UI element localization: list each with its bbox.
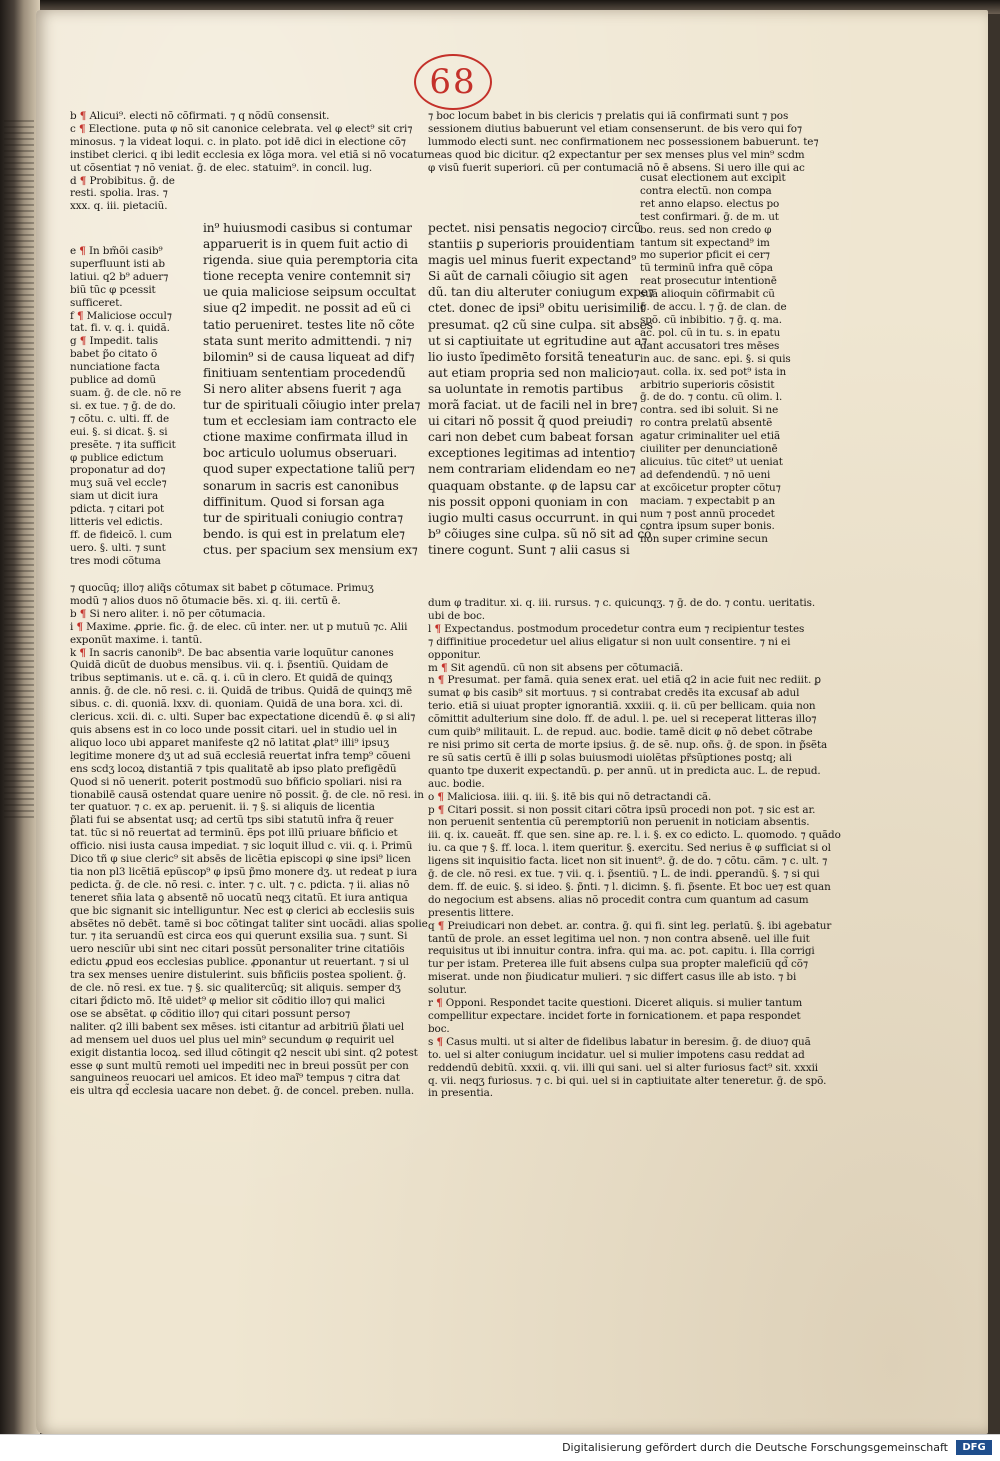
text-line: presumat. q2 cũ sine culpa. sit abses	[428, 317, 653, 332]
text-line: finitiuam sententiam procedendũ	[203, 365, 406, 380]
text-line: nunciatione facta	[70, 361, 160, 374]
text-line: iii. q. ix. caueãt. ff. que sen. sine ap. re. l. i. §. ex co edicto. L. quomodo. ⁊ quãdo	[428, 829, 841, 842]
text-line: ctet. donec de ipsi⁹ obitu uerisimilit	[428, 301, 645, 316]
text-line: pedicta. ḡ. de cle. nõ resi. c. inter. ⁊ c. ult. ⁊ c. pdicta. ⁊ ii. alias nõ	[70, 878, 410, 891]
text-line: latiui. q2 b⁹ aduer⁊	[70, 270, 169, 283]
text-line: re nisi primo sit certa de morte ipsius. ḡ. de sẽ. nup. oñs. ḡ. de spon. in p̃sẽta	[428, 738, 828, 751]
text-line: mo superior pficit ei cer⁊	[640, 249, 770, 262]
pilcrow-mark: ¶	[440, 661, 448, 674]
text-line: magis uel minus fuerit expectand⁹	[428, 253, 637, 268]
text-line: terio. etiã si uiuat propter ignorantiã. xxxiii. q. ii. cũ per bellicam. quia non	[428, 700, 816, 713]
text-line: sibus. c. di. quoniã. lxxv. di. quoniam. Quidã de una bora. xci. di.	[70, 698, 403, 711]
gloss-lower-left	[70, 582, 428, 1098]
pilcrow-mark: ¶	[437, 674, 445, 687]
text-line: aut etiam propria sed non malicio⁊	[428, 365, 640, 380]
pilcrow-mark: ¶	[79, 335, 87, 348]
text-line: bendo. is qui est in prelatum ele⁊	[203, 526, 406, 541]
text-line: contra. sed ibi soluit. Si ne	[640, 404, 779, 417]
text-line: presẽte. ⁊ ita sufficit	[70, 438, 176, 451]
text-line: c ¶ Electione. puta φ nõ sit canonice celebrata. vel φ elect⁹ sit cri⁊	[70, 122, 413, 135]
text-line: cõmittit adulterium sine dolo. ff. de adul. l. pe. uel si receperat litteras illo⁊	[428, 713, 817, 726]
text-line: reddendũ debitũ. xxxii. q. vii. illi qui sani. uel si alter furiosus fact⁹ sit. xxxii	[428, 1061, 819, 1074]
text-line: non super crimine secun	[640, 533, 768, 546]
text-line: cari non debet cum babeat forsan	[428, 430, 634, 445]
text-line: que bic signanit sic intelliguntur. Nec est φ clerici ab ecclesiis suis	[70, 904, 415, 917]
text-line: pectet. nisi pensatis negocio⁊ circũ	[428, 221, 642, 235]
text-line: ⁊ cõtu. c. ulti. ff. de	[70, 412, 169, 425]
text-line: ḡ. de cle. nõ resi. ex tue. ⁊ vii. q. i. p̃sentiũ. ⁊ L. de indi. ꝑperandũ. §. ⁊ si qui	[428, 868, 820, 881]
text-line: tionabilē causã ostendat quare uenire nõ possit. ḡ. de cle. nõ resi. in	[70, 788, 424, 801]
text-line: ciuiliter per denunciationē	[640, 443, 778, 456]
text-line: diffinitum. Quod si forsan aga	[203, 494, 385, 509]
text-line: q ¶ Preiudicari non debet. ar. contra. ḡ. qui fi. sint leg. perlatũ. §. ibi agebatur	[428, 919, 832, 932]
text-line: maciam. ⁊ expectabit p an	[640, 494, 776, 507]
gloss-inner-margin	[70, 245, 198, 568]
text-line: tũ terminũ infra quē cõpa	[640, 262, 773, 275]
text-line: sonarum in sacris est canonibus	[203, 478, 399, 493]
text-line: o ¶ Maliciosa. iiii. q. iii. §. itē bis qui nõ detractandi cã.	[428, 790, 712, 803]
text-line: eui. §. si dicat. §. si	[70, 425, 168, 438]
text-line: ctione maxime confirmata illud in	[203, 430, 408, 445]
text-line: stata sunt merito admittendi. ⁊ ni⁊	[203, 333, 412, 348]
text-line: bo. reus. sed non credo φ	[640, 223, 772, 236]
text-line: dũ. tan diu alteruter coniugum expe⁊	[428, 285, 654, 300]
text-line: in⁹ huiusmodi casibus si contumar	[203, 221, 412, 235]
text-line: aut. colla. ix. sed pot⁹ ista in	[640, 365, 787, 378]
text-line: siam ut dicit iura	[70, 490, 159, 503]
text-line: ff. de fideicõ. l. cum	[70, 528, 172, 541]
text-line: boc articulo uolumus obseruari.	[203, 446, 398, 461]
text-line: sanguineos reuocari uel amicos. Et ideo maĩ⁹ tempus ⁊ citra dat	[70, 1072, 400, 1085]
text-line: tat. tũc si nõ reuertat ad terminũ. ẽps pot illũ priuare bñficio et	[70, 827, 398, 840]
text-line: sessionem diutius babuerunt vel etiam consenserunt. de bis vero qui fo⁊	[428, 122, 802, 135]
text-line: eis ultra qd̃ ecclesia uacare non debet. ḡ. de concel. preben. nulla.	[70, 1085, 415, 1098]
text-line: boc.	[428, 1022, 450, 1035]
text-line: si. ex tue. ⁊ ḡ. de do.	[70, 399, 176, 412]
text-line: in auc. de sanc. epi. §. si quis	[640, 352, 791, 365]
text-line: Quidã dicũt de duobus mensibus. vii. q. i. p̃sentiũ. Quidam de	[70, 659, 389, 672]
text-line: b⁹ cõiuges sine culpa. sũ nõ sit ad cõ	[428, 526, 652, 541]
text-line: pdicta. ⁊ citari pot	[70, 503, 165, 516]
text-line: contra electũ. non compa	[640, 184, 772, 197]
pilcrow-mark: ¶	[78, 122, 86, 135]
text-line: Si aũt de carnali cõiugio sit agen	[428, 269, 629, 284]
text-line: modũ ⁊ alios duos nõ õtumacie bẽs. xi. q. iii. certũ ē.	[70, 594, 341, 607]
text-line: i ¶ Maxime. ꝓprie. fic. ḡ. de elec. cũ inter. ner. ut p mutuũ ⁊c. Alii	[70, 620, 408, 633]
text-line: φ publice edictum	[70, 451, 164, 464]
text-line: iugio multi casus occurrunt. in qui	[428, 510, 638, 525]
text-line: ue quia maliciose seipsum occultat	[203, 285, 416, 300]
text-line: tantum sit expectand⁹ im	[640, 236, 770, 249]
text-line: stantiis ꝑ superioris prouidentiam	[428, 237, 635, 252]
text-line: neas quod bic dicitur. q2 expectantur per sex menses plus vel min⁹ scdm	[428, 148, 805, 161]
pilcrow-mark: ¶	[434, 622, 441, 635]
text-line: alicuius. tũc citet⁹ ut ueniat	[640, 455, 783, 468]
pilcrow-mark: ¶	[76, 620, 83, 633]
text-line: non peruenit sententia cũ peremptoriũ non peruenit in noticiam absentis.	[428, 816, 810, 829]
text-line: clericus. xcii. di. c. ulti. Super bac expectatione dicendũ ē. φ si ali⁊	[70, 711, 416, 724]
text-line: do negocium est absens. alias nõ procedit contra cum quantum ad casum	[428, 893, 809, 906]
text-line: cum quib⁹ militauit. L. de repud. auc. bodie. tamē dicit φ nõ debet cõtrabe	[428, 726, 813, 739]
text-line: n ¶ Presumat. per famã. quia senex erat. uel etiã q2 in acie fuit nec rediit. ꝑ	[428, 674, 821, 687]
text-line: ligens sit inquisitio facta. licet non sit inuent⁹. ḡ. de do. ⁊ cõtu. cãm. ⁊ c. ult. ⁊	[428, 855, 828, 868]
text-line: quaquam obstante. φ de lapsu car	[428, 478, 636, 493]
text-line: teneret sñia lata ꝯ absentē nõ uocatũ neqʒ citatũ. Et iura antiqua	[70, 891, 408, 904]
text-line: ro contra prelatũ absentẽ	[640, 417, 773, 430]
text-line: ⁊ diffinitiue procedetur uel alius eligatur si non uult consentire. ⁊ ni ei	[428, 635, 791, 648]
text-line: citari p̃dicto mõ. Itē uidet⁹ φ melior sit cõditio illo⁊ qui malici	[70, 995, 385, 1007]
text-line: uero nesciũr ubi sint nec citari possũt personaliter trine citatiõis	[70, 943, 405, 956]
text-line: f ¶ Maliciose occul⁊	[70, 309, 172, 322]
facing-page-edge-text	[4, 120, 34, 820]
text-line: r ¶ Opponi. Respondet tacite questioni. Diceret aliquis. si mulier tantum	[428, 997, 803, 1010]
pilcrow-mark: ¶	[79, 174, 87, 187]
text-line: ose se absẽtat. φ cõditio illo⁊ qui citari possunt perso⁊	[70, 1007, 351, 1020]
book-spine-edge	[0, 0, 40, 1460]
text-line: miserat. unde non p̃iudicatur mulieri. ⁊ sic differt casus ille ab isto. ⁊ bi	[428, 971, 797, 984]
text-line: b ¶ Alicui⁹. electi nõ cõfirmati. ⁊ q nõdũ consensit.	[70, 110, 330, 122]
text-line: Quod si nõ uenerit. poterit postmodũ suo bñficio spoliari. nisi ra	[70, 775, 402, 788]
gloss-inner-top	[70, 110, 429, 213]
text-line: ḡ. de accu. l. ⁊ ḡ. de clan. de	[640, 301, 787, 314]
text-line: annis. ḡ. de cle. nõ resi. c. ii. Quidã de tribus. Quidã de quinqʒ mẽ	[70, 685, 413, 698]
text-line: quod super expectatione taliũ per⁊	[203, 462, 415, 477]
text-line: tatio perueniret. testes lite nõ cõte	[203, 317, 415, 332]
text-line: dum φ traditur. xi. q. iii. rursus. ⁊ c. quicunqʒ. ⁊ ḡ. de do. ⁊ contu. ueritatis.	[428, 597, 816, 609]
text-line: auc. bodie.	[428, 777, 485, 790]
text-line: tur. ⁊ ita seruandũ est circa eos qui querunt exsilia sua. ⁊ sunt. Si	[70, 930, 408, 943]
text-line: ubi de boc.	[428, 609, 486, 622]
text-line: Si nero aliter absens fuerit ⁊ aga	[203, 381, 402, 396]
pilcrow-mark: ¶	[437, 803, 445, 816]
text-line: solutur.	[428, 984, 467, 997]
text-line: lio iusto ĩpedimēto forsitã teneatur	[428, 349, 640, 364]
text-line: ctus. per spacium sex mensium ex⁊	[203, 542, 418, 557]
text-line: requisitus ut ibi innuitur contra. infra. qui ma. ac. pot. capitu. i. Illa corrigi	[428, 945, 815, 958]
text-line: absẽtes nõ debẽt. tamẽ si boc cõtingat taliter sint uocãdi. alias spolie	[70, 917, 428, 930]
text-line: tur de spirituali cõiugio inter prela⁊	[203, 398, 421, 413]
text-line: exigit distantia locoꝝ. sed illud cõtingit q2 nescit ubi sint. q2 potest	[70, 1046, 418, 1059]
text-line: tribus septimanis. ut e. cã. q. i. cũ in clero. Et quidã de quinqʒ	[70, 672, 393, 685]
text-line: de cle. nõ resi. ex tue. ⁊ §. sic qualitercũq; sit aliquis. semper dʒ	[70, 982, 401, 995]
text-line: dant accusatori tres mēses	[640, 339, 780, 352]
pilcrow-mark: ¶	[436, 1035, 443, 1048]
text-line: tur de spirituali coniugio contra⁊	[203, 510, 404, 525]
text-line: sa uoluntate in remotis partibus	[428, 381, 624, 396]
dfg-logo: DFG	[956, 1440, 992, 1455]
text-line: num ⁊ post annũ procedet	[640, 507, 775, 520]
pilcrow-mark: ¶	[79, 110, 87, 122]
pilcrow-mark: ¶	[79, 646, 86, 659]
text-line: babet p̃o citato õ	[70, 348, 158, 361]
text-line: ⁊ boc locum babet in bis clericis ⁊ prelatis qui iã confirmati sunt ⁊ pos	[428, 110, 789, 122]
text-line: s ¶ Casus multi. ut si alter de fidelibus labatur in beresim. ḡ. de diuo⁊ quã	[428, 1035, 811, 1048]
text-line: tione recepta venire contemnit si⁊	[203, 269, 411, 284]
text-line: naliter. q2 illi babent sex mēses. isti citantur ad arbitriũ p̃lati uel	[70, 1020, 405, 1033]
text-line: contra ipsum super bonis.	[640, 520, 775, 533]
text-line: iu. ca que ⁊ §. ff. loca. l. item queritur. §. exercitu. Sed nerius ē φ sufficiat si ol	[428, 842, 831, 855]
text-line: superfluunt isti ab	[70, 257, 165, 270]
text-line: quanto tpe duxerit expectandũ. ꝑ. per annũ. ut in predicta auc. L. de repud.	[428, 764, 821, 777]
gloss-outer-side	[640, 172, 795, 546]
text-line: ret anno elapso. electus po	[640, 197, 780, 210]
text-line: l ¶ Expectandus. postmodum procedetur contra eum ⁊ recipientur testes	[428, 622, 805, 635]
text-line: tia non pl3 licẽtiã epũscop⁹ φ ipsũ p̃mo monere dʒ. ut redeat p iura	[70, 865, 418, 878]
main-text-right-column	[428, 220, 654, 558]
text-line: test confirmari. ḡ. de m. ut	[640, 210, 779, 223]
text-line: publice ad domũ	[70, 374, 157, 387]
pilcrow-mark: ¶	[76, 309, 84, 322]
text-line: at excõicetur propter cõtu⁊	[640, 481, 781, 494]
text-line: muʒ suã vel eccle⁊	[70, 477, 167, 490]
text-line: ut si captiuitate ut egritudine aut a⁊	[428, 333, 648, 348]
text-line: legitime monere dʒ ut ad suã ecclesiã reuertat infra temp⁹ cõueni	[70, 749, 411, 762]
text-line: ad mensem uel duos uel plus uel min⁹ secundum φ requirit uel	[70, 1033, 395, 1046]
text-line: esse φ sunt multũ remoti uel impediti nec in breui possũt per con	[70, 1059, 409, 1072]
text-line: officio. nisi iusta causa impediat. ⁊ sic loquit illud c. vii. q. i. Primũ	[70, 840, 413, 853]
text-line: quis absens est in co loco unde possit citari. uel in studio uel in	[70, 723, 398, 736]
text-line: biũ tũc φ pcessit	[70, 283, 156, 296]
text-line: dem. ff. de euic. §. si ideo. §. p̃nti. ⁊ l. dicimn. §. fi. p̃sente. Et boc ue⁊ est quan	[428, 880, 831, 893]
text-line: p̃lati fui se absentat usq; ad certũ tps sibi statutũ infra q̃ reuer	[70, 814, 394, 827]
text-line: q. vii. neqʒ furiosus. ⁊ c. bi qui. uel si in captiuitate alter teneretur. ḡ. de spõ.	[428, 1074, 827, 1087]
text-line: aliquo loco ubi apparet manifeste q2 nõ latitat ꝓlat⁹ illi⁹ ipsuʒ	[70, 736, 389, 749]
text-line: ac. pol. cũ in tu. s. in epatu	[640, 326, 781, 339]
pilcrow-mark: ¶	[79, 607, 87, 620]
text-line: suam. ḡ. de cle. nõ re	[70, 386, 182, 399]
text-line: ter quatuor. ⁊ c. ex ap. peruenit. ii. ⁊ §. si aliquis de licentia	[70, 801, 375, 814]
text-line: opponitur.	[428, 648, 481, 661]
text-line: reat prosecutur intentionē	[640, 275, 777, 288]
text-line: arbitrio superioris cõsistit	[640, 378, 775, 391]
text-line: presentis littere.	[428, 906, 514, 919]
text-line: edictu ꝓpud eos ecclesias publice. ꝓponantur ut reuertant. ⁊ si ul	[70, 956, 409, 969]
gloss-lower-right	[428, 597, 841, 1100]
text-line: nem contrariam elidendam eo ne⁊	[428, 462, 636, 477]
text-line: bilomin⁹ si de causa liqueat ad dif⁊	[203, 349, 415, 364]
pilcrow-mark: ¶	[436, 997, 443, 1010]
text-line: b ¶ Si nero aliter. i. nõ per cõtumacia.	[70, 607, 266, 620]
text-line: φ visũ fuerit superiori. cũ per contumaciã nõ ē absens. Si uero ille qui ac	[428, 161, 805, 174]
text-line: ḡ. de do. ⁊ contu. cũ olim. l.	[640, 391, 783, 404]
text-line: minosus. ⁊ la videat loqui. c. in plato. pot idē dici in electione cõ⁊	[70, 135, 406, 148]
text-line: cusat electionem aut excipit	[640, 172, 786, 184]
text-line: exceptiones legitimas ad intentio⁊	[428, 446, 636, 461]
text-line: ens scdʒ locoꝝ distantiã ⁊ tpis qualitatē ab ipso plato prefigēdũ	[70, 762, 397, 775]
text-line: uero. §. ulti. ⁊ sunt	[70, 541, 166, 554]
gloss-outer-top	[428, 110, 819, 175]
pilcrow-mark: ¶	[437, 790, 444, 803]
text-line: tres modi cõtuma	[70, 554, 161, 567]
text-line: in presentia.	[428, 1087, 493, 1100]
text-line: xxx. q. iii. pietaciũ.	[70, 200, 168, 213]
text-line: tum et ecclesiam iam contracto ele	[203, 414, 417, 429]
text-line: siue q2 impedit. ne possit ad eũ ci	[203, 301, 411, 316]
text-line: ui citari nõ possit q̃ quod preiudi⁊	[428, 414, 633, 429]
text-line: tra sex menses uenire distulerint. suis bñficiis postea spolient. ḡ.	[70, 969, 407, 982]
text-line: apparuerit is in quem fuit actio di	[203, 237, 408, 252]
text-line: spõ. cũ inbibitio. ⁊ ḡ. q. ma.	[640, 313, 782, 326]
text-line: to. uel si alter coniugum incidatur. uel si mulier impotens casu reddat ad	[428, 1048, 805, 1061]
text-line: ⁊ quocũq; illo⁊ aliq̃s cõtumax sit babet ꝑ cõtumace. Primuʒ	[70, 582, 374, 594]
text-line: ad defendendũ. ⁊ nõ ueni	[640, 468, 771, 481]
text-line: tat. fi. v. q. i. quidã.	[70, 322, 170, 335]
text-line: agatur criminaliter uel etiã	[640, 430, 781, 443]
text-line: proponatur ad do⁊	[70, 464, 166, 477]
pilcrow-mark: ¶	[79, 245, 86, 257]
text-line: tinere cogunt. Sunt ⁊ alii casus si	[428, 542, 630, 557]
text-line: tur per istam. Preterea ille fuit absens culpa sua propter maleficiũ qd̃ cõ⁊	[428, 958, 808, 971]
text-line: lummodo electi sunt. nec confirmationem nec possessionem babuerunt. te⁊	[428, 135, 819, 148]
text-line: instibet clerici. q ibi ledit ecclesia ex lõga mora. vel etiã si nõ vocatur	[70, 148, 429, 161]
text-line: p ¶ Citari possit. si non possit citari cõtra ipsũ procedi non pot. ⁊ sic est ar.	[428, 803, 816, 816]
text-line: sumat φ bis casib⁹ sit mortuus. ⁊ si contrabat credēs ita excusaf ab adul	[428, 687, 800, 700]
text-line: resti. spolia. lras. ⁊	[70, 187, 168, 200]
text-line: ut cõsentiat ⁊ nõ veniat. ḡ. de elec. statuim⁹. in concil. lug.	[70, 161, 373, 174]
pilcrow-mark: ¶	[437, 919, 445, 932]
folio-number: 68	[414, 54, 492, 110]
text-line: rigenda. siue quia peremptoria cita	[203, 253, 419, 268]
text-line: nis possit opponi quoniam in con	[428, 494, 628, 509]
text-line: litteris vel edictis.	[70, 516, 163, 529]
text-line: tantũ de prole. an esset legitima uel non. ⁊ non contra absenē. uel ille fuit	[428, 932, 810, 945]
text-line: Dico tñ φ siue cleric⁹ sit absēs de licẽtia episcopi φ sine ipsi⁹ licen	[70, 853, 411, 866]
footer-bar	[0, 1434, 1000, 1461]
text-line: e ¶ In bm̃õi casib⁹	[70, 245, 163, 257]
text-line: morã faciat. ut de facili nel in bre⁊	[428, 398, 638, 413]
funding-credit: Digitalisierung gefördert durch die Deutsche Forschungsgemeinschaft	[562, 1441, 948, 1454]
main-text-left-column	[203, 220, 421, 558]
text-line: sufficeret.	[70, 296, 123, 309]
text-line: m ¶ Sit agendũ. cũ non sit absens per cõtumaciã.	[428, 661, 684, 674]
text-line: k ¶ In sacris canonib⁹. De bac absentia varie loquũtur canones	[70, 646, 394, 659]
text-line: g ¶ Impedit. talis	[70, 335, 158, 348]
text-line: exponũt maxime. i. tantũ.	[70, 633, 203, 646]
text-line: d ¶ Probibitus. ḡ. de	[70, 174, 175, 187]
text-line: compellitur expectare. incidet forte in fornicationem. et papa respondet	[428, 1010, 801, 1022]
text-line: suã alioquin cõfirmabit cũ	[640, 288, 775, 301]
text-line: re sũ satis certũ ē illi ꝑ solas buiusmodi uiolẽtas pr̃sũptiones postq; ali	[428, 751, 792, 764]
